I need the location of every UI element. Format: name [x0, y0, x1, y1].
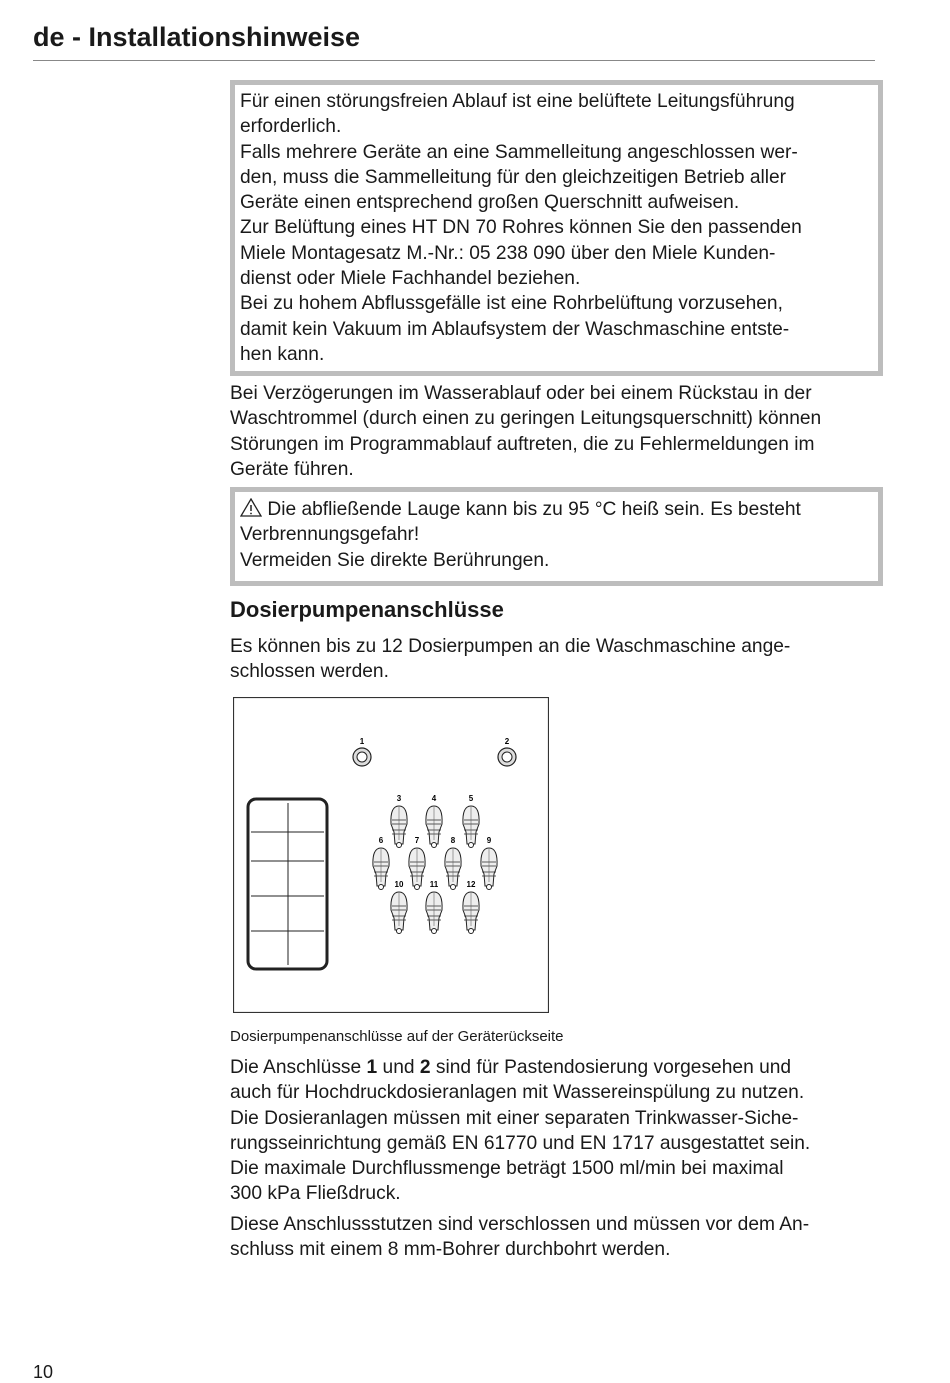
connector-number: 4	[431, 794, 437, 803]
warning-line: Verbrennungsgefahr!	[240, 524, 420, 546]
section-title: Dosierpumpenanschlüsse	[230, 597, 504, 622]
connections-paragraph	[230, 1055, 810, 1207]
text-span: Die Anschlüsse	[230, 1057, 367, 1078]
note-line: Zur Belüftung eines HT DN 70 Rohres können Sie den passenden	[240, 217, 802, 239]
note-line: Für einen störungsfreien Ablauf ist eine belüftete Leitungsführung	[240, 91, 795, 112]
text-bold: 1	[366, 1057, 378, 1078]
text-line: Störungen im Programmablauf auftreten, die zu Fehlermeldungen im	[230, 433, 815, 455]
connector-number: 5	[468, 794, 474, 803]
warning-line: Die abfließende Lauge kann bis zu 95 °C heiß sein. Es besteht	[267, 499, 801, 520]
text-line: Diese Anschlussstutzen sind verschlossen und müssen vor dem An-	[230, 1214, 810, 1235]
note-line: Geräte einen entsprechend großen Querschnitt aufweisen.	[240, 192, 740, 214]
note-line: Falls mehrere Geräte an eine Sammelleitung angeschlossen wer-	[240, 141, 798, 163]
drain-delay-paragraph	[230, 381, 821, 482]
text-span: sind für Pastendosierung vorgesehen und	[430, 1057, 792, 1078]
connector-number: 9	[486, 836, 492, 845]
text-line: Die maximale Durchflussmenge beträgt 1500 ml/min bei maximal	[230, 1158, 784, 1180]
text-span: und	[377, 1057, 420, 1078]
text-line: 300 kPa Fließdruck.	[230, 1183, 401, 1205]
connector-number: 2	[504, 737, 510, 746]
note-line: hen kann.	[240, 343, 325, 365]
page-header: de - Installationshinweise	[33, 22, 361, 52]
note-line: den, muss die Sammelleitung für den gleichzeitigen Betrieb aller	[240, 166, 787, 188]
text-line: Es können bis zu 12 Dosierpumpen an die Waschmaschine ange-	[230, 636, 791, 657]
connector-number: 3	[396, 794, 402, 803]
paste-port-1	[353, 748, 371, 766]
note-line: damit kein Vakuum im Ablaufsystem der Waschmaschine entste-	[240, 318, 790, 340]
paste-port-2	[498, 748, 516, 766]
text-line: schluss mit einem 8 mm-Bohrer durchbohrt werden.	[230, 1239, 671, 1261]
warning-line: Vermeiden Sie direkte Berührungen.	[240, 549, 550, 571]
note-box	[230, 80, 883, 376]
connector-number: 8	[450, 836, 456, 845]
drill-paragraph	[230, 1212, 809, 1263]
connector-number: 7	[414, 836, 420, 845]
text-line: Bei Verzögerungen im Wasserablauf oder bei einem Rückstau in der	[230, 383, 812, 404]
text-line: Waschtrommel (durch einen zu geringen Leitungsquerschnitt) können	[230, 408, 822, 430]
connector-number: 10	[394, 880, 404, 889]
control-panel-grid	[248, 799, 327, 969]
dosing-pump-connections-diagram	[233, 697, 549, 1013]
connector-number: 12	[466, 880, 476, 889]
note-line: Bei zu hohem Abflussgefälle ist eine Rohrbelüftung vorzusehen,	[240, 293, 783, 315]
note-line: dienst oder Miele Fachhandel beziehen.	[240, 268, 581, 290]
connector-number: 1	[359, 737, 365, 746]
text-line: schlossen werden.	[230, 661, 389, 683]
figure-caption: Dosierpumpenanschlüsse auf der Geräterückseite	[230, 1028, 564, 1045]
note-line: Miele Montagesatz M.-Nr.: 05 238 090 über den Miele Kunden-	[240, 242, 776, 264]
text-line: Die Dosieranlagen müssen mit einer separaten Trinkwasser-Siche-	[230, 1107, 799, 1129]
text-line	[230, 1055, 810, 1080]
text-bold: 2	[419, 1057, 431, 1078]
warning-triangle-icon	[240, 498, 262, 517]
header-divider	[33, 60, 875, 61]
text-line: auch für Hochdruckdosieranlagen mit Wassereinspülung zu nutzen.	[230, 1082, 805, 1104]
text-line: Geräte führen.	[230, 458, 354, 480]
connector-number: 6	[378, 836, 384, 845]
page-number: 10	[33, 1362, 54, 1382]
connector-number: 11	[429, 880, 439, 889]
text-line: rungsseinrichtung gemäß EN 61770 und EN 1717 ausgestattet sein.	[230, 1132, 811, 1154]
warning-box	[230, 487, 883, 586]
section-intro	[230, 634, 790, 685]
note-line: erforderlich.	[240, 116, 342, 138]
